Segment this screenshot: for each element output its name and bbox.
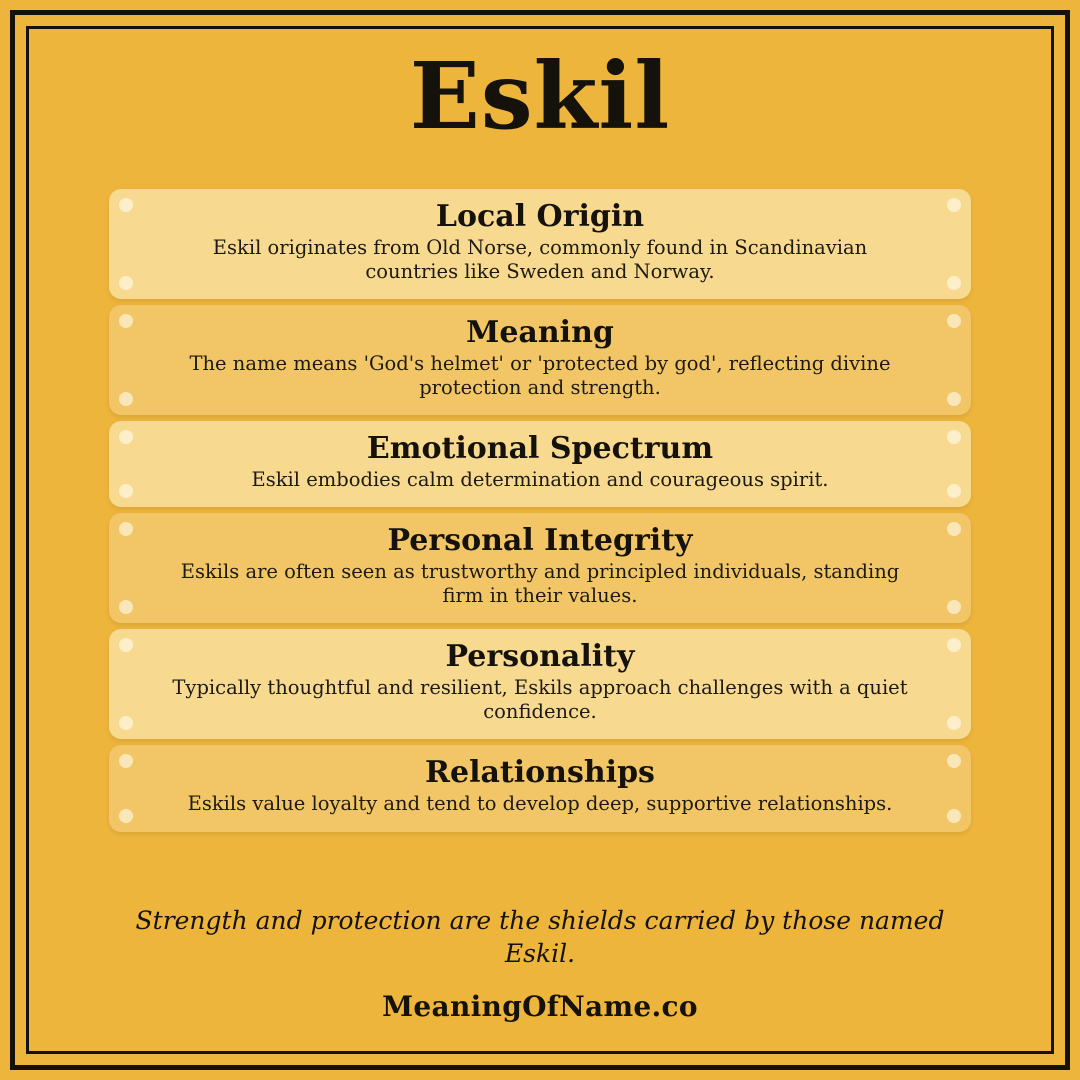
- section-text: Eskil originates from Old Norse, commonly found in Scandinavian countries like Sweden and Norway.: [212, 235, 868, 283]
- corner-dot-icon: [947, 754, 961, 768]
- corner-dot-icon: [119, 392, 133, 406]
- corner-dot-icon: [119, 430, 133, 444]
- section-card-emotional-spectrum: [109, 421, 971, 507]
- corner-dot-icon: [947, 716, 961, 730]
- section-card-personal-integrity: [109, 513, 971, 623]
- section-title: Relationships: [425, 755, 655, 791]
- section-text: Eskils value loyalty and tend to develop deep, supportive relationships.: [187, 791, 893, 815]
- corner-dot-icon: [119, 716, 133, 730]
- corner-dot-icon: [119, 484, 133, 498]
- section-card-meaning: [109, 305, 971, 415]
- tagline: Strength and protection are the shields carried by those named Eskil.: [135, 906, 945, 968]
- section-text: The name means 'God's helmet' or 'protected by god', reflecting divine protection and strength.: [189, 351, 891, 399]
- corner-dot-icon: [119, 314, 133, 328]
- section-title: Personal Integrity: [387, 523, 693, 559]
- section-title: Local Origin: [435, 199, 645, 235]
- corner-dot-icon: [947, 809, 961, 823]
- corner-dot-icon: [947, 198, 961, 212]
- section-text: Typically thoughtful and resilient, Eskils approach challenges with a quiet confidence.: [172, 675, 908, 723]
- corner-dot-icon: [947, 276, 961, 290]
- poster-footer: [109, 905, 971, 1023]
- corner-dot-icon: [947, 314, 961, 328]
- corner-dot-icon: [947, 638, 961, 652]
- section-card-local-origin: [109, 189, 971, 299]
- section-title: Meaning: [466, 315, 614, 351]
- corner-dot-icon: [947, 522, 961, 536]
- corner-dot-icon: [119, 600, 133, 614]
- section-text: Eskil embodies calm determination and courageous spirit.: [251, 467, 829, 491]
- corner-dot-icon: [119, 809, 133, 823]
- section-card-relationships: [109, 745, 971, 831]
- page-title: Eskil: [409, 42, 671, 150]
- section-card-list: [109, 189, 971, 831]
- section-title: Personality: [445, 639, 635, 675]
- brand-name: MeaningOfName.co: [382, 990, 698, 1023]
- corner-dot-icon: [947, 392, 961, 406]
- corner-dot-icon: [119, 754, 133, 768]
- corner-dot-icon: [947, 600, 961, 614]
- corner-dot-icon: [119, 276, 133, 290]
- corner-dot-icon: [119, 638, 133, 652]
- section-title: Emotional Spectrum: [366, 431, 714, 467]
- corner-dot-icon: [119, 522, 133, 536]
- section-card-personality: [109, 629, 971, 739]
- corner-dot-icon: [947, 430, 961, 444]
- corner-dot-icon: [119, 198, 133, 212]
- corner-dot-icon: [947, 484, 961, 498]
- poster-content: [29, 29, 1051, 1051]
- section-text: Eskils are often seen as trustworthy and principled individuals, standing firm in their values.: [180, 559, 900, 607]
